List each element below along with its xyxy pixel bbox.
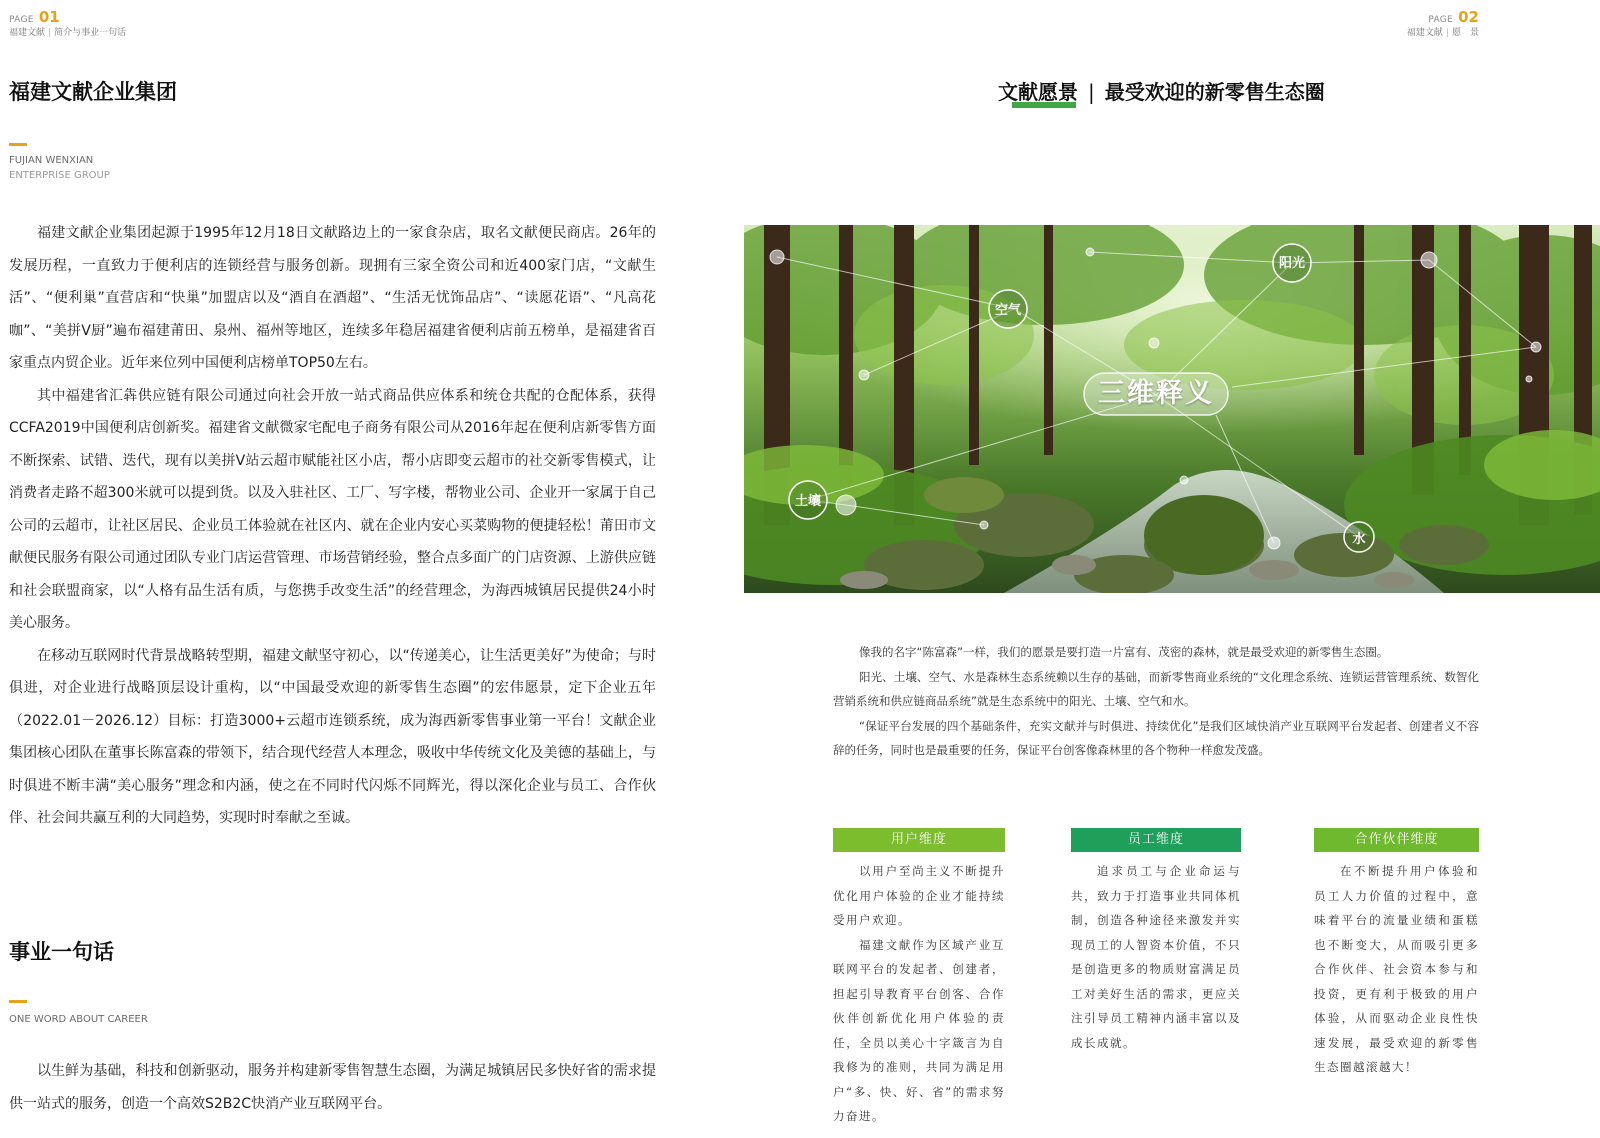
page-number: 02 — [1458, 8, 1479, 26]
english-subtitle-line2: ENTERPRISE GROUP — [9, 170, 110, 181]
vision-intro-text — [833, 640, 1479, 763]
vision-title — [998, 76, 1325, 105]
career-english-subtitle: ONE WORD ABOUT CAREER — [9, 1014, 148, 1025]
left-page-header — [9, 7, 126, 38]
section-name: 福建文献 — [1406, 28, 1443, 38]
intro-paragraph: 福建文献企业集团起源于1995年12月18日文献路边上的一家食杂店，取名文献便民商店。26年的发展历程，一直致力于便利店的连锁经营与服务创新。现拥有三家全资公司和近400家门店，“文献生活”、“便利巢”直营店和“快巢”加盟店以及“酒自在酒超”、“生活无忧饰品店”、“读愿花语”、“凡高花咖”、“美拼V厨”遍布福建莆田、泉州、福州等地区，连续多年稳居福建省便利店前五榜单，是福建省百家重点内贸企业。近年来位列中国便利店榜单TOP50左右。 — [9, 225, 656, 371]
career-title: 事业一句话 — [9, 940, 114, 964]
dimension-text — [1071, 859, 1241, 1055]
page-label: PAGE — [1428, 15, 1454, 25]
page-number: 01 — [38, 8, 60, 26]
title-separator: | — [1088, 80, 1095, 104]
vision-paragraph: 像我的名字“陈富森”一样，我们的愿景是要打造一片富有、茂密的森林，就是最受欢迎的新零售生态圈。 — [859, 645, 1389, 659]
dimension-heading: 合作伙伴维度 — [1314, 828, 1479, 852]
dimension-paragraph: 追求员工与企业命运与共，致力于打造事业共同体机制，创造各种途径来激发并实现员工的人智资本价值，不只是创造更多的物质财富满足员工对美好生活的需求，更应关注引导员工精神内涵丰富以及成长成就。 — [1071, 864, 1241, 1050]
dimension-card-user — [833, 828, 1005, 1129]
section-name: 福建文献 — [9, 28, 46, 38]
english-subtitle — [9, 153, 110, 183]
english-subtitle-line1: FUJIAN WENXIAN — [9, 155, 94, 166]
soil-label: 土壤 — [794, 494, 821, 509]
dimension-text — [833, 859, 1005, 1129]
dimension-paragraph: 在不断提升用户体验和员工人力价值的过程中，意味着平台的流量业绩和蛋糕也不断变大，从而吸引更多合作伙伴、社会资本参与和投资，更有利于极致的用户体验，从而驱动企业良性快速发展，最受欢迎的新零售生态圈越滚越大！ — [1314, 864, 1479, 1074]
section-breadcrumb: 福建文献 | 愿 景 — [1406, 28, 1479, 38]
page-title: 福建文献企业集团 — [9, 80, 177, 104]
page-label: PAGE — [9, 15, 34, 25]
accent-bar — [9, 143, 27, 146]
intro-paragraph: 在移动互联网时代背景战略转型期，福建文献坚守初心，以“传递美心，让生活更美好”为使命；与时俱进，对企业进行战略顶层设计重构，以“中国最受欢迎的新零售生态圈”的宏伟愿景，定下企业五年（2022.01－2026.12）目标：打造3000+云超市连锁系统，成为海西新零售事业第一平台！文献企业集团核心团队在董事长陈富森的带领下，结合现代经营人本理念，吸收中华传统文化及美德的基础上，与时俱进不断丰满“美心服务”理念和内涵，使之在不同时代闪烁不同辉光，得以深化企业与员工、合作伙伴、社会间共赢互利的大同趋势，实现时时奉献之至诚。 — [9, 647, 656, 826]
accent-bar — [9, 1000, 27, 1003]
career-text — [9, 1055, 656, 1120]
vision-title-main: 文献愿景 — [998, 76, 1078, 105]
dimension-card-partner — [1314, 828, 1479, 1080]
water-label: 水 — [1352, 532, 1366, 547]
section-topic: 简介与事业一句话 — [54, 28, 127, 38]
career-paragraph: 以生鲜为基础，科技和创新驱动，服务并构建新零售智慧生态圈，为满足城镇居民多快好省的需求提供一站式的服务，创造一个高效S2B2C快消产业互联网平台。 — [9, 1063, 656, 1112]
vision-paragraph: “保证平台发展的四个基础条件，充实文献并与时俱进、持续优化”是我们区域快消产业互联网平台发起者、创建者义不容辞的任务，同时也是最重要的任务，保证平台创客像森林里的各个物种一样愈发茂盛。 — [833, 718, 1479, 757]
image-center-label: 三维释义 — [1098, 378, 1214, 409]
intro-text — [9, 217, 656, 835]
dimension-heading: 用户维度 — [833, 828, 1005, 852]
right-page-header — [1403, 7, 1479, 38]
dimension-text — [1314, 859, 1479, 1080]
section-topic: 愿 景 — [1451, 28, 1479, 38]
vision-title-sub: 最受欢迎的新零售生态圈 — [1104, 80, 1325, 104]
intro-paragraph: 其中福建省汇犇供应链有限公司通过向社会开放一站式商品供应体系和统仓共配的仓配体系，获得CCFA2019中国便利店创新奖。福建省文献微家宅配电子商务有限公司从2016年起在便利店新零售方面不断探索、试错、迭代，现有以美拼V站云超市赋能社区小店，帮小店即变云超市的社交新零售模式，让消费者走路不超300米就可以提到货。以及入驻社区、工厂、写字楼，帮物业公司、企业开一家属于自己公司的云超市，让社区居民、企业员工体验就在社区内、就在企业内安心买菜购物的便捷轻松！莆田市文献便民服务有限公司通过团队专业门店运营管理、市场营销经验，整合点多面广的门店资源、上游供应链和社会联盟商家，以“人格有品生活有质，与您携手改变生活”的经营理念，为海西城镇居民提供24小时美心服务。 — [9, 387, 656, 631]
section-breadcrumb: 福建文献 | 简介与事业一句话 — [9, 28, 127, 38]
forest-ecosystem-image — [744, 225, 1600, 593]
sunlight-label: 阳光 — [1278, 256, 1305, 271]
dimension-heading: 员工维度 — [1071, 828, 1241, 852]
dimension-paragraph: 福建文献作为区域产业互联网平台的发起者、创建者，担起引导教育平台创客、合作伙伴创新优化用户体验的责任，全员以美心十字箴言为自我修为的准则，共同为满足用户“多、快、好、省”的需求努力奋进。 — [833, 937, 1005, 1123]
air-label: 空气 — [994, 303, 1021, 318]
dimension-paragraph: 以用户至尚主义不断提升优化用户体验的企业才能持续受用户欢迎。 — [833, 864, 1005, 927]
vision-paragraph: 阳光、土壤、空气、水是森林生态系统赖以生存的基础，而新零售商业系统的“文化理念系统、连锁运营管理系统、数智化营销系统和供应链商品系统”就是生态系统中的阳光、土壤、空气和水。 — [833, 669, 1479, 708]
dimension-card-employee — [1071, 828, 1241, 1055]
